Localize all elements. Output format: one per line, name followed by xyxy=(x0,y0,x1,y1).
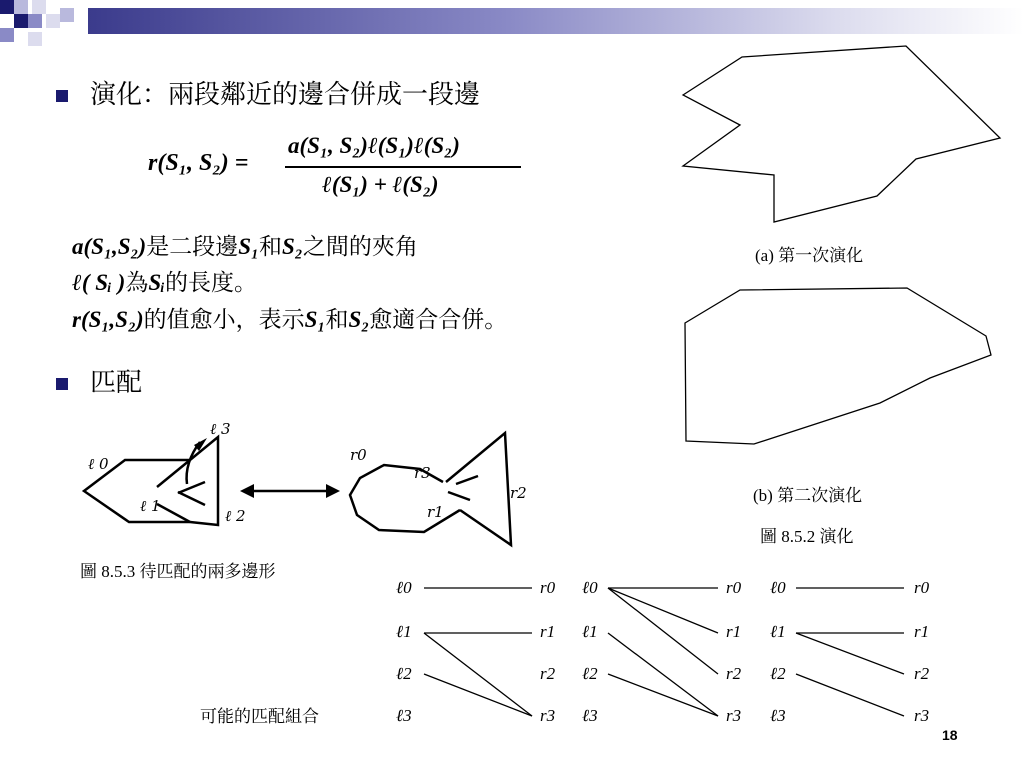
matching-caption: 可能的匹配組合 xyxy=(200,707,319,726)
desc-line-2: ℓ( Sᵢ )為Sᵢ的長度。 xyxy=(72,270,258,296)
fig-853-caption: 圖 8.5.3 待匹配的兩多邊形 xyxy=(80,562,276,581)
match-left-label: ℓ2 xyxy=(770,664,786,683)
match-left-label: ℓ1 xyxy=(770,622,786,641)
label-l0: ℓ 0 xyxy=(88,455,109,473)
double-arrow-right-head xyxy=(326,484,340,498)
match-right-label: r1 xyxy=(726,622,742,641)
page-number: 18 xyxy=(942,727,958,743)
evolution-polygon-first xyxy=(683,46,1000,222)
match-left-label: ℓ0 xyxy=(396,578,412,597)
match-left-label: ℓ3 xyxy=(396,706,412,725)
match-right-label: r1 xyxy=(914,622,930,641)
formula-denominator: ℓ(S₁) + ℓ(S₂) xyxy=(322,172,439,197)
formula-numerator: a(S₁, S₂)ℓ(S₁)ℓ(S₂) xyxy=(288,133,460,158)
match-right-label: r3 xyxy=(540,706,556,725)
match-right-label: r2 xyxy=(726,664,742,683)
match-right-label: r3 xyxy=(726,706,742,725)
fig-852a-caption: (a) 第一次演化 xyxy=(755,246,864,265)
match-right-label: r2 xyxy=(914,664,930,683)
match-left-label: ℓ2 xyxy=(396,664,412,683)
match-right-label: r3 xyxy=(914,706,930,725)
match-right-label: r2 xyxy=(540,664,556,683)
match-left-label: ℓ0 xyxy=(582,578,598,597)
desc-line-1: a(S₁,S₂)是二段邊S₁和S₂之間的夾角 xyxy=(72,234,418,260)
match-right-label: r1 xyxy=(540,622,556,641)
match-left-label: ℓ1 xyxy=(396,622,412,641)
right-polygon xyxy=(350,433,511,545)
label-r1: r1 xyxy=(427,503,444,521)
bullet-heading-evolution: 演化：兩段鄰近的邊合併成一段邊 xyxy=(90,80,481,110)
fig-852b-caption: (b) 第二次演化 xyxy=(753,486,863,505)
match-left-label: ℓ1 xyxy=(582,622,598,641)
desc-line-3: r(S₁,S₂)的值愈小，表示S₁和S₂愈適合合併。 xyxy=(72,307,508,333)
label-l3: ℓ 3 xyxy=(210,420,231,438)
match-left-label: ℓ2 xyxy=(582,664,598,683)
evolution-polygon-second xyxy=(685,288,991,444)
label-r2: r2 xyxy=(510,484,527,502)
label-r0: r0 xyxy=(350,446,367,464)
label-r3: r3 xyxy=(414,464,431,482)
bullet-heading-matching: 匹配 xyxy=(90,368,143,398)
double-arrow-left-head xyxy=(240,484,254,498)
match-right-label: r0 xyxy=(540,578,556,597)
label-l1: ℓ 1 xyxy=(140,497,161,515)
match-right-label: r0 xyxy=(914,578,930,597)
match-left-label: ℓ3 xyxy=(582,706,598,725)
match-right-label: r0 xyxy=(726,578,742,597)
match-left-label: ℓ3 xyxy=(770,706,786,725)
fig-852-caption: 圖 8.5.2 演化 xyxy=(760,527,854,546)
formula-lhs: r(S₁, S₂) = xyxy=(148,150,249,176)
label-l2: ℓ 2 xyxy=(225,507,246,525)
matching-lines xyxy=(424,588,904,716)
match-left-label: ℓ0 xyxy=(770,578,786,597)
